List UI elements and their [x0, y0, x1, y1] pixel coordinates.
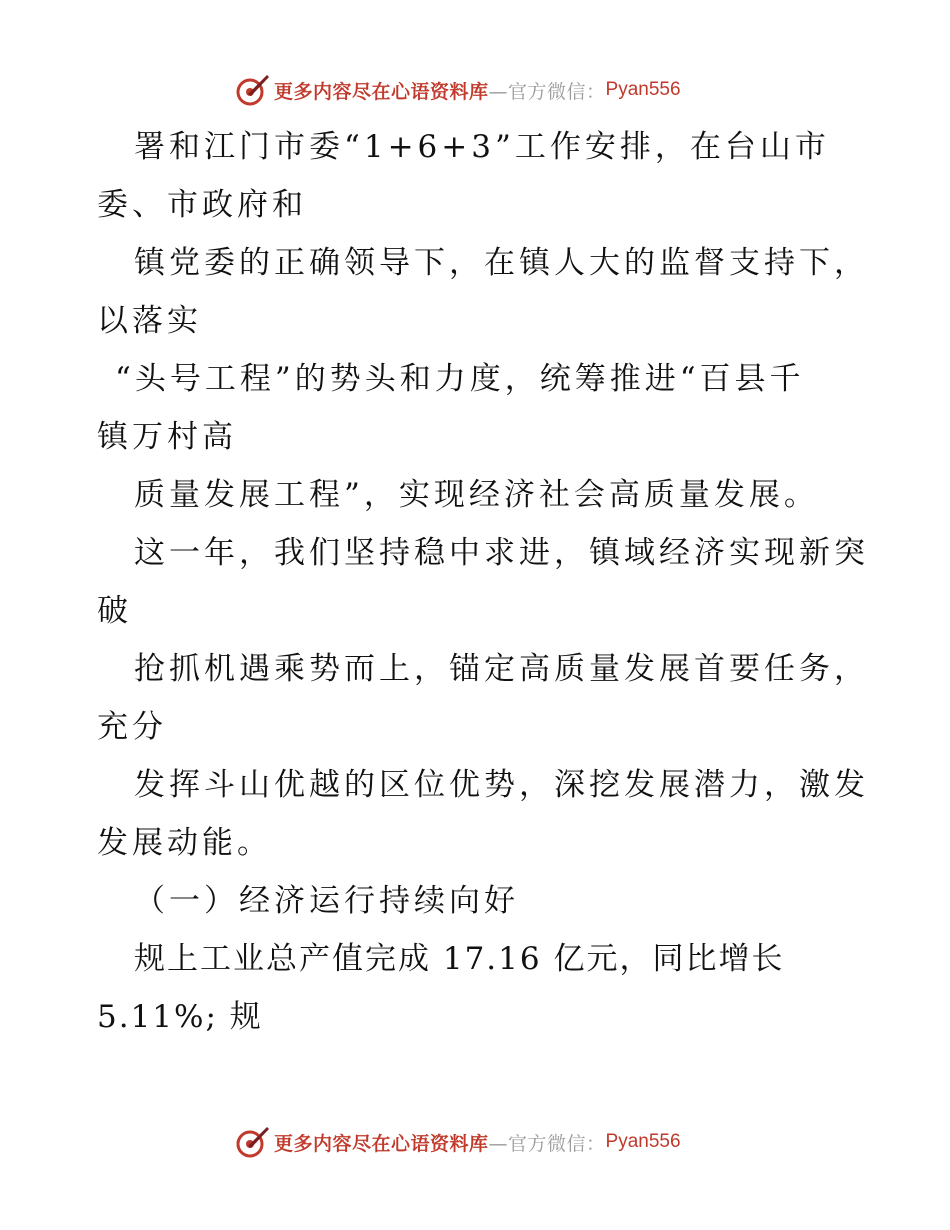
quill-logo-icon [234, 1124, 270, 1160]
text-line: 抢抓机遇乘势而上，锚定高质量发展首要任务， [134, 651, 869, 687]
text-line: 5.11%; 规 [97, 999, 263, 1035]
text-line: “头号工程”的势头和力度，统筹推进“百县千 [115, 361, 805, 397]
text-line: 署和江门市委“1+6+3”工作安排，在台山市 [134, 129, 830, 165]
watermark-wechat-id: Pyan556 [605, 1131, 681, 1152]
watermark-main-text: 更多内容尽在心语资料库 [274, 1132, 489, 1155]
text-line: 委、市政府和 [97, 187, 307, 223]
watermark-separator-text: —官方微信： [488, 1132, 606, 1155]
text-line: 发展动能。 [97, 825, 272, 861]
text-line: 充分 [97, 709, 167, 745]
text-line: 发挥斗山优越的区位优势，深挖发展潜力，激发 [134, 767, 869, 803]
text-line: 镇万村高 [97, 419, 237, 455]
text-line: 破 [97, 593, 132, 629]
text-line: 这一年，我们坚持稳中求进，镇域经济实现新突 [134, 535, 869, 571]
text-line: 质量发展工程”，实现经济社会高质量发展。 [134, 477, 819, 513]
text-line: 镇党委的正确领导下，在镇人大的监督支持下， [134, 245, 869, 281]
text-line: 规上工业总产值完成 17.16 亿元，同比增长 [134, 941, 785, 977]
watermark-main-text: 更多内容尽在心语资料库 [274, 80, 489, 103]
watermark-separator-text: —官方微信： [488, 80, 606, 103]
watermark-footer [234, 1124, 681, 1160]
text-line: 以落实 [97, 303, 202, 339]
watermark-wechat-id: Pyan556 [605, 79, 681, 100]
section-heading: （一）经济运行持续向好 [134, 883, 519, 919]
